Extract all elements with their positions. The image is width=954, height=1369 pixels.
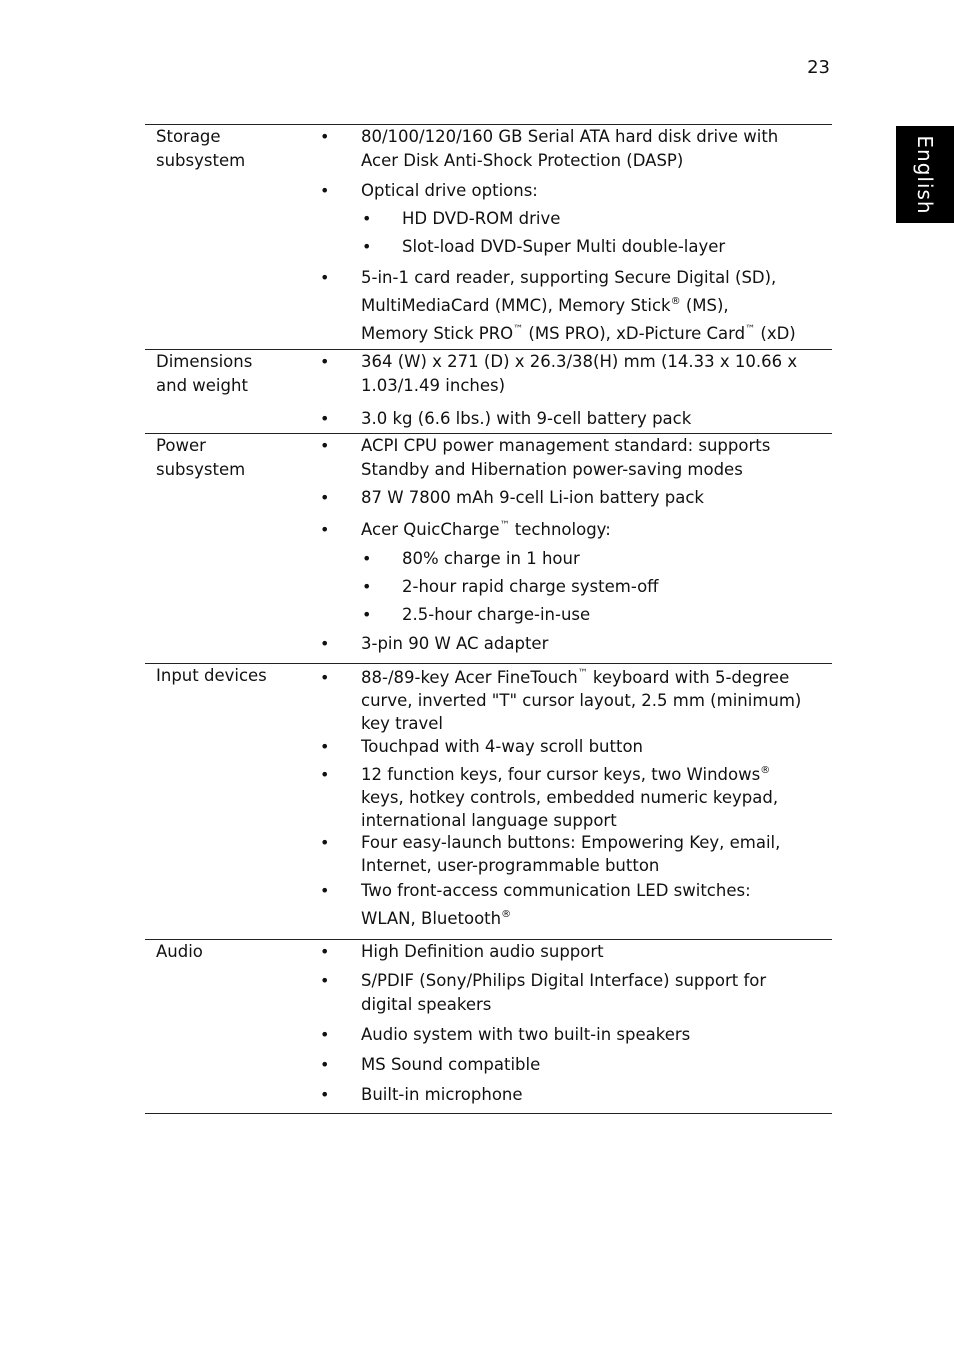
bullet-icon: • [320,488,330,507]
bullet-icon: • [320,520,330,539]
language-tab-label: English [913,134,937,215]
bullet-icon: • [320,971,330,990]
spec-row [145,349,832,433]
spec-item-text: 2.5-hour charge-in-use [402,605,591,624]
spec-item [145,940,832,964]
spec-item-list [145,664,832,939]
spec-item [145,264,832,348]
spec-item-text: 3.0 kg (6.6 lbs.) with 9-cell battery pack [361,409,692,428]
spec-category-label: Dimensions and weight [156,352,253,395]
spec-category-label: Input devices [156,666,267,685]
spec-item-text: Four easy-launch buttons: Empowering Key, email, Internet, user-programmable button [361,833,781,875]
spec-item [145,486,832,510]
bullet-icon: • [320,881,330,900]
spec-item-text: Two front-access communication LED switches: WLAN, Bluetooth® [361,881,751,928]
spec-item-text: 2-hour rapid charge system-off [402,577,659,596]
bullet-icon: • [320,765,330,784]
spec-item [145,1053,832,1077]
spec-item-list [145,940,832,1113]
bullet-icon: • [362,237,372,256]
bullet-icon: • [320,942,330,961]
bullet-icon: • [320,737,330,756]
spec-item-text: 80% charge in 1 hour [402,549,580,568]
spec-item [145,350,832,397]
spec-item [145,125,832,172]
spec-item-text: 364 (W) x 271 (D) x 26.3/38(H) mm (14.33 x 10.66 x 1.03/1.49 inches) [361,352,798,395]
spec-item [145,518,832,542]
spec-sub-item [145,603,832,627]
spec-item [145,763,832,832]
spec-item-text: ACPI CPU power management standard: supports Standby and Hibernation power-saving modes [361,436,771,479]
spec-item [145,735,832,759]
bullet-icon: • [320,268,330,287]
spec-sub-item [145,575,832,599]
spec-sub-item [145,547,832,571]
spec-item-text: Optical drive options: [361,181,538,200]
bullet-icon: • [320,127,330,146]
bullet-icon: • [320,409,330,428]
spec-item-text: HD DVD-ROM drive [402,209,561,228]
bullet-icon: • [320,181,330,200]
spec-item [145,407,832,431]
spec-item-text: 88-/89-key Acer FineTouch™ keyboard with 5-degree curve, inverted "T" cursor layout, 2.5 mm (minimum) key travel [361,667,802,733]
spec-item [145,632,832,656]
spec-item [145,831,832,877]
spec-item-text: 80/100/120/160 GB Serial ATA hard disk drive with Acer Disk Anti-Shock Protection (DASP) [361,127,779,170]
bullet-icon: • [320,1085,330,1104]
spec-item [145,1083,832,1107]
spec-item [145,1023,832,1047]
spec-item-text: Touchpad with 4-way scroll button [361,737,643,756]
bullet-icon: • [320,352,330,371]
spec-item-text: 3-pin 90 W AC adapter [361,634,549,653]
bullet-icon: • [320,436,330,455]
spec-item-list [145,434,832,663]
spec-row [145,124,832,349]
page-number: 23 [807,57,830,78]
bullet-icon: • [362,577,372,596]
spec-item-list [145,350,832,433]
spec-item [145,969,832,1017]
spec-category-label: Audio [156,942,203,961]
spec-sub-item [145,207,832,231]
spec-row [145,433,832,663]
spec-item-text: Built-in microphone [361,1085,523,1104]
spec-item [145,179,832,203]
language-tab [896,126,954,223]
spec-item-text: MS Sound compatible [361,1055,541,1074]
spec-row [145,939,832,1113]
spec-row [145,663,832,939]
spec-item-text: Slot-load DVD-Super Multi double-layer [402,237,726,256]
spec-item-text: Acer QuicCharge™ technology: [361,519,611,539]
spec-item [145,666,832,735]
bullet-icon: • [362,209,372,228]
spec-category-label: Power subsystem [156,436,246,479]
spec-item-text: High Definition audio support [361,942,604,961]
spec-item [145,877,832,933]
spec-item-text: 12 function keys, four cursor keys, two Windows® keys, hotkey controls, embedded numeric keypad, international language support [361,764,779,830]
bullet-icon: • [362,605,372,624]
bullet-icon: • [362,549,372,568]
spec-item-text: 87 W 7800 mAh 9-cell Li-ion battery pack [361,488,704,507]
spec-item-text: 5-in-1 card reader, supporting Secure Digital (SD), MultiMediaCard (MMC), Memory Stick® (MS), Memory Stick PRO™ (MS PRO), xD-Picture Card™ (xD) [361,268,796,343]
spec-item-text: S/PDIF (Sony/Philips Digital Interface) support for digital speakers [361,971,767,1014]
bullet-icon: • [320,668,330,687]
spec-item [145,434,832,481]
spec-sub-item [145,235,832,259]
bullet-icon: • [320,1055,330,1074]
bullet-icon: • [320,833,330,852]
spec-category-label: Storage subsystem [156,127,246,170]
spec-item-list [145,125,832,349]
bullet-icon: • [320,634,330,653]
specifications-table [145,124,832,1114]
spec-item-text: Audio system with two built-in speakers [361,1025,691,1044]
bullet-icon: • [320,1025,330,1044]
